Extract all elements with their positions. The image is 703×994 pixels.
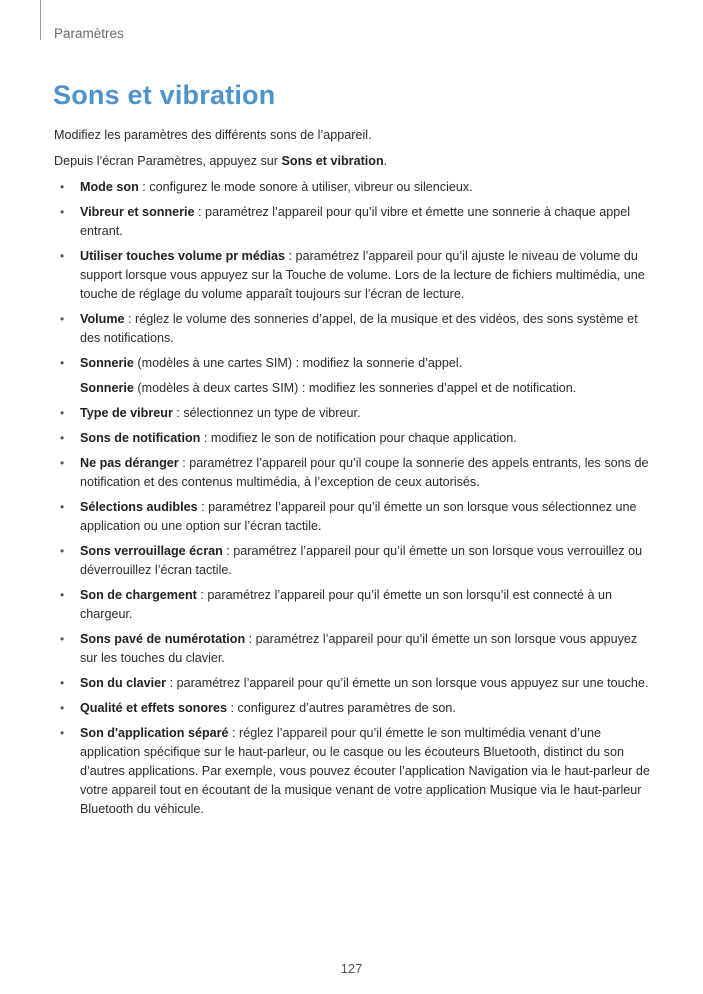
item-text: : paramétrez l’appareil pour qu’il ajuste le niveau de volume du support lorsque vous appuyez sur la Touche de volume. Lors de la lecture de fichiers multimédia, une touche de réglage du volume apparaît toujours sur l’écran de lecture. [80, 249, 645, 301]
item-term: Type de vibreur [80, 406, 173, 420]
page-number: 127 [340, 961, 363, 976]
bullet-icon: • [60, 676, 65, 690]
item-term: Sons pavé de numérotation [80, 632, 246, 646]
item-text: : configurez d’autres paramètres de son. [226, 701, 456, 715]
item-continuation [80, 379, 654, 398]
list-item [54, 310, 654, 348]
list-item [54, 498, 654, 536]
list-item [54, 247, 654, 304]
bullet-icon: • [60, 249, 65, 263]
item-term: Son de chargement [80, 588, 197, 602]
item-text: : réglez le volume des sonneries d’appel, de la musique et des vidéos, des sons système et des notifications. [80, 312, 638, 345]
item-text: (modèles à deux cartes SIM) : modifiez les sonneries d’appel et de notification. [133, 381, 577, 395]
item-term: Son du clavier [80, 676, 167, 690]
bullet-icon: • [60, 632, 65, 646]
list-item [54, 674, 654, 693]
nav-prefix: Depuis l’écran Paramètres, appuyez sur [54, 154, 282, 168]
bullet-icon: • [60, 544, 65, 558]
list-item [54, 724, 654, 819]
item-text: (modèles à une cartes SIM) : modifiez la sonnerie d’appel. [133, 356, 463, 370]
list-item [54, 699, 654, 718]
bullet-icon: • [60, 588, 65, 602]
list-item [54, 586, 654, 624]
bullet-icon: • [60, 205, 65, 219]
item-text: : paramétrez l’appareil pour qu’il coupe la sonnerie des appels entrants, les sons de notification et des contenus multimédia, à l’exception de ceux autorisés. [80, 456, 649, 489]
item-term: Sons verrouillage écran [80, 544, 223, 558]
list-item [54, 454, 654, 492]
bullet-icon: • [60, 431, 65, 445]
bullet-icon: • [60, 406, 65, 420]
list-item [54, 354, 654, 398]
list-item [54, 429, 654, 448]
item-term: Vibreur et sonnerie [80, 205, 195, 219]
nav-target: Sons et vibration [281, 154, 384, 168]
bullet-icon: • [60, 701, 65, 715]
bullet-icon: • [60, 456, 65, 470]
list-item [54, 630, 654, 668]
bullet-icon: • [60, 180, 65, 194]
item-term: Son d'application séparé [80, 726, 229, 740]
item-text: : paramétrez l’appareil pour qu’il émette un son lorsque vous verrouillez ou déverrouillez l’écran tactile. [80, 544, 643, 577]
main-content [54, 126, 654, 825]
item-text: : paramétrez l’appareil pour qu’il émette un son lorsque vous appuyez sur les touches du clavier. [80, 632, 638, 665]
item-text: : paramétrez l’appareil pour qu’il émette un son lorsque vous sélectionnez une application ou une option sur l’écran tactile. [80, 500, 637, 533]
bullet-icon: • [60, 726, 65, 740]
item-text: : sélectionnez un type de vibreur. [172, 406, 361, 420]
page-title: Sons et vibration [53, 80, 276, 110]
bullet-icon: • [60, 312, 65, 326]
intro-text: Modifiez les paramètres des différents sons de l’appareil. [54, 128, 372, 142]
item-term: Sonnerie [80, 356, 134, 370]
item-term: Volume [80, 312, 125, 326]
item-text: : configurez le mode sonore à utiliser, vibreur ou silencieux. [138, 180, 473, 194]
item-term: Sélections audibles [80, 500, 198, 514]
nav-suffix: . [383, 154, 388, 168]
item-text: : paramétrez l’appareil pour qu’il émette un son lorsqu’il est connecté à un chargeur. [80, 588, 613, 621]
list-item [54, 542, 654, 580]
item-term: Sonnerie [80, 381, 134, 395]
item-text: : réglez l’appareil pour qu’il émette le son multimédia venant d’une application spécifique sur le haut-parleur, ou le casque ou les écouteurs Bluetooth, distinct du son d’autres applications. Par exemple, vous pouvez écouter l’application Navigation via le haut-parleur de votre appareil tout en écoutant de la musique venant de votre application Musique via le haut-parleur Bluetooth du véhicule. [80, 726, 650, 816]
list-item [54, 203, 654, 241]
item-text: : paramétrez l’appareil pour qu’il émette un son lorsque vous appuyez sur une touche. [166, 676, 649, 690]
bullet-icon: • [60, 500, 65, 514]
running-header: Paramètres [54, 26, 124, 41]
item-term: Ne pas déranger [80, 456, 179, 470]
item-text: : modifiez le son de notification pour chaque application. [200, 431, 517, 445]
item-term: Sons de notification [80, 431, 201, 445]
item-text: : paramétrez l’appareil pour qu’il vibre et émette une sonnerie à chaque appel entrant. [80, 205, 631, 238]
navigation-instruction [54, 152, 654, 171]
item-term: Qualité et effets sonores [80, 701, 227, 715]
item-term: Mode son [80, 180, 139, 194]
page-edge-mark [40, 0, 41, 40]
bullet-icon: • [60, 356, 65, 370]
list-item [54, 404, 654, 423]
item-term: Utiliser touches volume pr médias [80, 249, 286, 263]
list-item [54, 178, 654, 197]
settings-list [54, 178, 654, 819]
